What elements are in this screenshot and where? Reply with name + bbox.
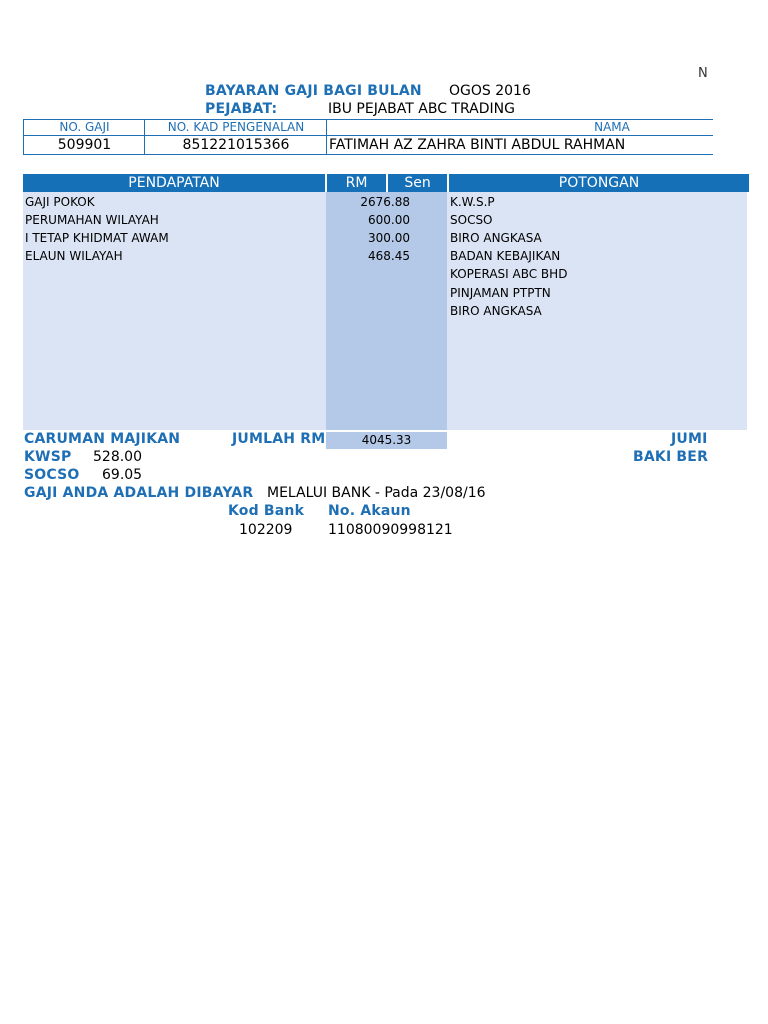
office-value: IBU PEJABAT ABC TRADING [328,101,515,117]
deduction-item: KOPERASI ABC BHD [450,267,568,281]
employee-info-table [23,119,713,155]
deduction-item: K.W.S.P [450,195,495,209]
corner-text: N [698,66,708,81]
sen-header: Sen [388,174,447,192]
payment-method: MELALUI BANK - Pada 23/08/16 [267,485,486,501]
socso-label: SOCSO [24,467,80,483]
earning-item-label: ELAUN WILAYAH [25,249,123,263]
account-label: No. Akaun [328,503,411,519]
bank-code-value: 102209 [239,522,293,538]
value-nama: FATIMAH AZ ZAHRA BINTI ABDUL RAHMAN [329,137,626,153]
month-value: OGOS 2016 [449,83,531,99]
balance-label: BAKI BER [633,449,709,465]
earning-item-amount: 300.00 [368,231,410,245]
deduction-item: PINJAMAN PTPTN [450,286,551,300]
kwsp-value: 528.00 [93,449,142,465]
earnings-header: PENDAPATAN [23,174,325,192]
value-no-gaji: 509901 [57,137,112,153]
account-number-value: 11080090998121 [328,522,453,538]
deductions-header: POTONGAN [449,174,749,192]
header-nama: NAMA [594,120,630,134]
earning-item-label: GAJI POKOK [25,195,95,209]
bank-code-label: Kod Bank [228,503,305,519]
earning-item-amount: 600.00 [368,213,410,227]
header-no-kad-pengenalan: NO. KAD PENGENALAN [167,120,305,134]
total-value: 4045.33 [326,432,447,449]
earning-item-amount: 2676.88 [360,195,410,209]
earning-item-label: PERUMAHAN WILAYAH [25,213,159,227]
employer-contribution-label: CARUMAN MAJIKAN [24,431,181,447]
right-total-label: JUMI [671,431,708,447]
deduction-item: BADAN KEBAJIKAN [450,249,561,263]
deduction-item: SOCSO [450,213,493,227]
rm-header: RM [327,174,386,192]
earning-item-label: I TETAP KHIDMAT AWAM [25,231,169,245]
earning-item-amount: 468.45 [368,249,410,263]
deduction-item: BIRO ANGKASA [450,231,542,245]
value-no-kad-pengenalan: 851221015366 [182,137,290,153]
office-label: PEJABAT: [205,101,278,117]
deduction-item: BIRO ANGKASA [450,304,542,318]
kwsp-label: KWSP [24,449,72,465]
payment-label: GAJI ANDA ADALAH DIBAYAR [24,485,254,501]
header-no-gaji: NO. GAJI [59,120,110,134]
month-label: BAYARAN GAJI BAGI BULAN [205,83,422,99]
total-label: JUMLAH RM [232,431,326,447]
socso-value: 69.05 [102,467,143,483]
